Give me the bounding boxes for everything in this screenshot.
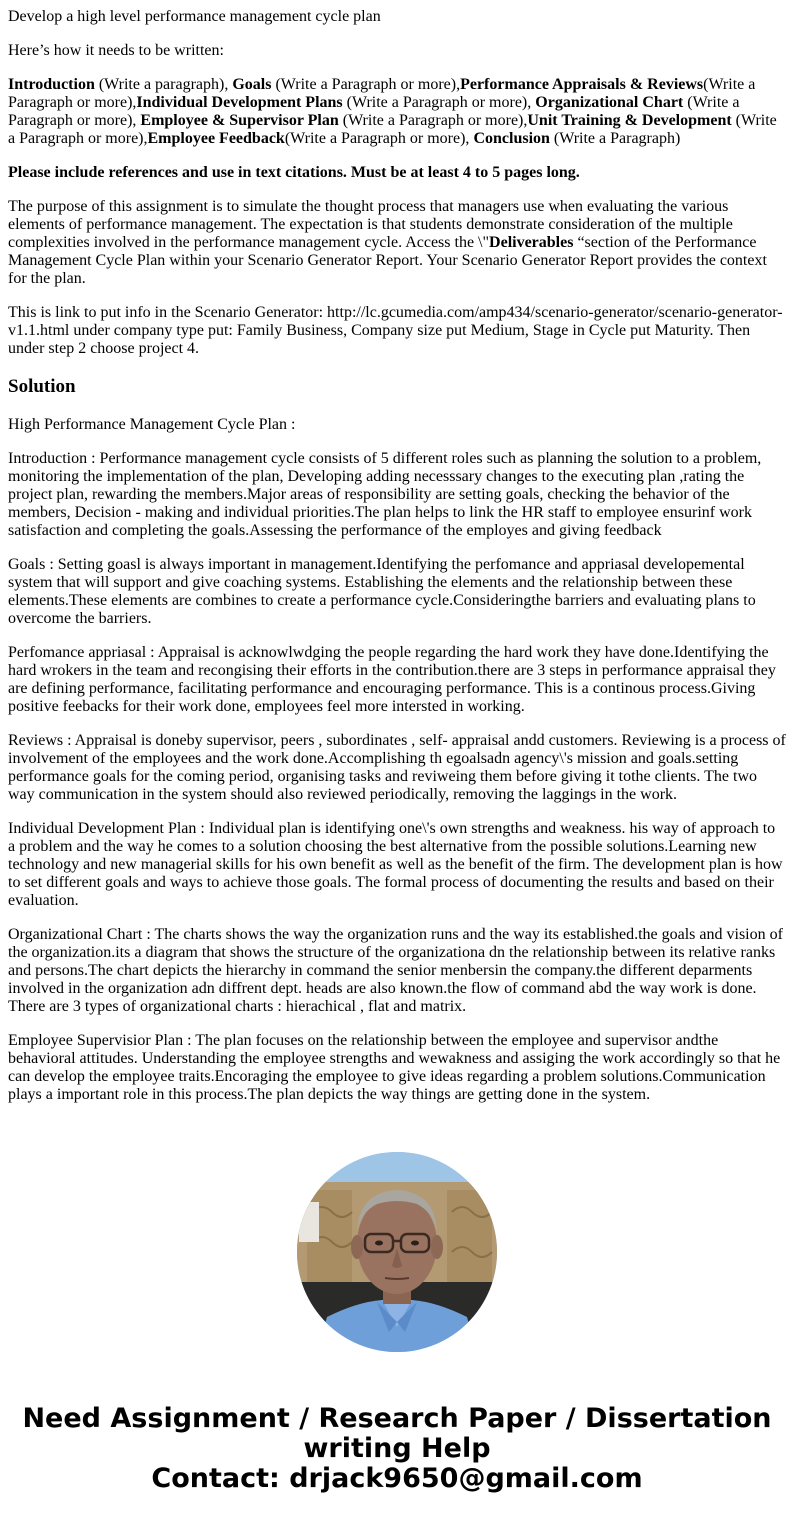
outline-requirements [8, 76, 786, 148]
outline-item-bold: Employee Feedback [147, 130, 285, 147]
deliverables-bold: Deliverables [489, 234, 574, 251]
promo-headline: Need Assignment / Research Paper / Dissertation writing Help [22, 1403, 772, 1464]
outline-item-text: (Write a paragraph), [94, 76, 233, 93]
outline-item-text: (Write a Paragraph or more), [8, 76, 756, 111]
purpose-paragraph [8, 198, 786, 288]
solution-reviews: Reviews : Appraisal is doneby supervisor, peers , subordinates , self- appraisal andd customers. Reviewing is a process of involvement of the employees and the work done.Accomplishing th egoalsadn agency\'s mission and goals.setting performance goals for the coming period, organising tasks and reviweing them before giving it tothe clients. The two way communication in the system should also reviewed periodically, removing the laggings in the work. [8, 732, 786, 803]
requirement-note [8, 164, 786, 182]
purpose-text-after: “section of the Performance Management Cycle Plan within your Scenario Generator Report. Your Scenario Generator Report provides the context for the plan. [8, 234, 767, 287]
outline-item-bold: Individual Development Plans [136, 94, 343, 111]
solution-goals: Goals : Setting goasl is always important in management.Identifying the perfomance and appriasal developemental system that will support and give coaching systems. Establishing the elements and the relationship between these elements.These elements are combines to create a performance cycle.Consideringthe barriers and evaluating plans to overcome the barriers. [8, 556, 756, 627]
question-title: Develop a high level performance management cycle plan [8, 8, 381, 25]
solution-performance-appraisal: Perfomance appriasal : Appraisal is acknowlwdging the people regarding the hard work they have done.Identifying the hard wrokers in the team and recongising their efforts in the contribution.there are 3 steps in performance appraisal they are defining performance, facilitating performance and encouraging performance. This is a continous process.Giving positive feebacks for their work done, employees feel more intersted in working. [8, 644, 776, 715]
bottom-spacer [0, 1494, 794, 1518]
solution-employee-supervisor-plan: Employee Supervisior Plan : The plan focuses on the relationship between the employee and supervisor andthe behavioral attitudes. Understanding the employee strengths and wewakness and assiging the work accordingly so that he can develop the employee traits.Encoraging the employee to give ideas regarding a problem solutions.Communication plays a important role in this process.The plan depicts the way things are getting done in the system. [8, 1032, 781, 1103]
promo-banner [0, 1404, 794, 1494]
solution-individual-development-plan: Individual Development Plan : Individual plan is identifying one\'s own strengths and weakness. his way of approach to a problem and the way he comes to a solution choosing the best alternative from the possible solutions.Learning new technology and new managerial skills for his own benefit as well as the benefit of the firm. The development plan is how to set different goals and ways to achieve those goals. The formal process of documenting the results and based on their evaluation. [8, 820, 783, 909]
outline-item-bold: Introduction [8, 76, 95, 93]
solution-heading: Solution [8, 376, 76, 397]
outline-item-bold: Conclusion [473, 130, 550, 147]
outline-item-text: (Write a Paragraph or more), [338, 112, 528, 129]
outline-item-text: (Write a Paragraph) [549, 130, 681, 147]
outline-item-bold: Performance Appraisals & Reviews [460, 76, 704, 93]
outline-item-bold: Employee & Supervisor Plan [140, 112, 339, 129]
promo-contact: Contact: drjack9650@gmail.com [151, 1463, 643, 1494]
requirement-text: Please include references and use in text citations. Must be at least 4 to 5 pages long. [8, 164, 580, 181]
purpose-text-before: The purpose of this assignment is to simulate the thought process that managers use when evaluating the various elements of performance management. The expectation is that students demonstrate consideration of the multiple complexities involved in the performance management cycle. Access the \" [8, 198, 733, 251]
instructions-intro: Here’s how it needs to be written: [8, 42, 224, 59]
person-photo-icon [297, 1152, 497, 1352]
scenario-link-paragraph: This is link to put info in the Scenario Generator: http://lc.gcumedia.com/amp434/scenario-generator/scenario-generator-v1.1.html under company type put: Family Business, Company size put Medium, Stage in Cycle put Maturity. Then under step 2 choose project 4. [8, 304, 783, 357]
outline-item-text: (Write a Paragraph or more), [271, 76, 461, 93]
solution-introduction: Introduction : Performance management cycle consists of 5 different roles such as planning the solution to a problem, monitoring the implementation of the plan, Developing adding necesssary changes to the executing plan ,rating the project plan, rewarding the members.Major areas of responsibility are setting goals, checking the behavior of the members, Decision - making and individual priorities.The plan helps to link the HR staff to employee ensurinf work satisfaction and completing the goals.Assessing the performance of the employes and giving feedback [8, 450, 762, 539]
outline-item-bold: Organizational Chart [535, 94, 684, 111]
solution-title: High Performance Management Cycle Plan : [8, 416, 296, 433]
outline-item-text: (Write a Paragraph or more), [284, 130, 474, 147]
avatar-container [0, 1152, 794, 1352]
outline-item-text: (Write a Paragraph or more), [8, 112, 777, 147]
outline-item-text: (Write a Paragraph or more), [8, 94, 740, 129]
outline-item-bold: Unit Training & Development [527, 112, 732, 129]
outline-item-bold: Goals [232, 76, 272, 93]
solution-organizational-chart: Organizational Chart : The charts shows the way the organization runs and the way its established.the goals and vision of the organization.its a diagram that shows the structure of the organizationa dn the relationship between its relative ranks and persons.The chart depicts the hierarchy in command the senior menbersin the company.the different deparments involved in the organization adn diffrent dept. heads are also known.the flow of command abd the way work is done. There are 3 types of organizational charts : hierachical , flat and matrix. [8, 926, 783, 1015]
outline-item-text: (Write a Paragraph or more), [342, 94, 536, 111]
